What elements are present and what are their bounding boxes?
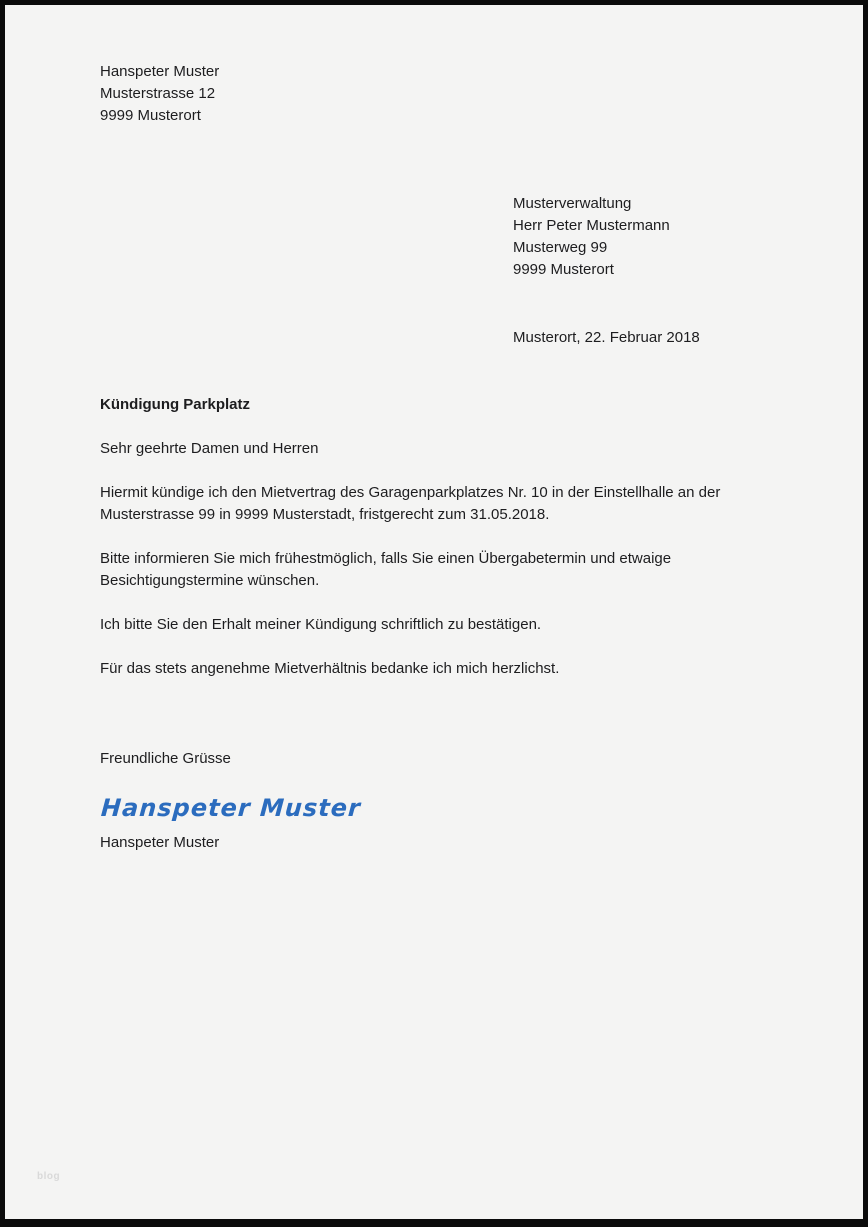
sender-address <box>100 61 219 127</box>
recipient-city: 9999 Musterort <box>513 261 614 278</box>
body-paragraph: Für das stets angenehme Mietverhältnis bedanke ich mich herzlichst. <box>100 660 560 677</box>
recipient-street: Musterweg 99 <box>513 239 608 256</box>
body-paragraph: Ich bitte Sie den Erhalt meiner Kündigung schriftlich zu bestätigen. <box>100 616 542 633</box>
handwritten-signature: Hanspeter Muster <box>100 794 362 822</box>
recipient-address <box>513 193 670 281</box>
signature-printed-name: Hanspeter Muster <box>100 834 220 851</box>
salutation: Sehr geehrte Damen und Herren <box>100 440 319 457</box>
body-paragraph: Bitte informieren Sie mich frühestmöglich, falls Sie einen Übergabetermin und etwaige Besichtigungstermine wünschen. <box>100 550 672 589</box>
recipient-company: Musterverwaltung <box>513 195 632 212</box>
subject-line: Kündigung Parkplatz <box>100 396 250 413</box>
watermark-blog: blog <box>37 1171 61 1182</box>
date-line: Musterort, 22. Februar 2018 <box>513 329 700 346</box>
sender-street: Musterstrasse 12 <box>100 85 216 102</box>
recipient-person: Herr Peter Mustermann <box>513 217 670 234</box>
body-paragraph: Hiermit kündige ich den Mietvertrag des Garagenparkplatzes Nr. 10 in der Einstellhalle an der Musterstrasse 99 in 9999 Musterstadt, fristgerecht zum 31.05.2018. <box>100 484 721 523</box>
closing-line: Freundliche Grüsse <box>100 750 231 767</box>
sender-name: Hanspeter Muster <box>100 63 220 80</box>
sender-city: 9999 Musterort <box>100 107 201 124</box>
